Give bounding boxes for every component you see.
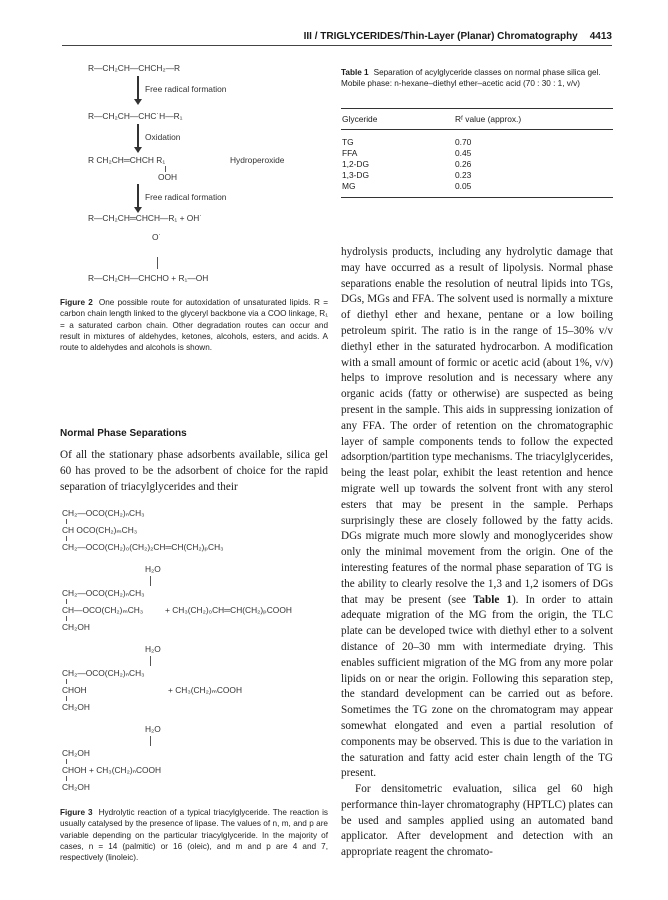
fig3-dg-line-2: CH—OCO(CH₂)ₘCH₃ bbox=[62, 605, 144, 615]
table-1-label: Table 1 bbox=[341, 68, 369, 77]
left-column-text: Of all the stationary phase adsorbents available, silica gel 60 has proved to be the adsorbent of choice for the rapid separation of triacylglycerides and their bbox=[60, 449, 328, 494]
table-1-reference: Table 1 bbox=[473, 593, 512, 606]
fig2-ooh: OOH bbox=[158, 172, 178, 182]
table-row-4-glyceride: MG bbox=[342, 181, 356, 191]
figure-2-caption-text: One possible route for autoxidation of unsaturated lipids. R = carbon chain length linked to the glyceryl backbone via a COO linkage, R₁ = a saturated carbon chain. Other degradation routes can occur and result in mixtures of aldehydes, ketones, alcohols, esters, and acids. A route to aldehydes and alcohols is shown. bbox=[60, 298, 328, 353]
fig3-tick bbox=[66, 696, 67, 701]
fig3-mg-line-1: CH₂—OCO(CH₂)ₙCH₃ bbox=[62, 668, 145, 678]
fig3-arrow-3 bbox=[150, 736, 151, 746]
fig3-tick bbox=[66, 759, 67, 764]
fig3-tg-line-2: CH OCO(CH₂)ₘCH₃ bbox=[62, 525, 138, 535]
paragraph-1 bbox=[341, 245, 613, 782]
paragraph-1-part-b: ). In order to attain adequate migration of the MG from the origin, the TLC plate can be developed twice with diethyl ether to a solvent distance of 20–30 mm with intermediate drying. This enables sufficient migration of the MG from any more polar lipids on or near the origin. Following this separation step, the standard development can be carried out as before. Sometimes the TG zone on the chromatogram may appear somewhat elongated and even a partial resolution of components may be observed. This is due to the variation in the saturation and fatty acid ester chain length of the TG present. bbox=[341, 593, 613, 780]
table-header-rf: Rᶠ value (approx.) bbox=[455, 114, 522, 124]
fig2-arrow-1 bbox=[137, 76, 139, 100]
fig3-tick bbox=[66, 776, 67, 781]
fig2-step-free-radical-1: Free radical formation bbox=[145, 84, 227, 94]
right-column-text bbox=[341, 245, 613, 861]
table-header-glyceride: Glyceride bbox=[342, 114, 378, 124]
fig3-mg-line-3: CH₂OH bbox=[62, 702, 90, 712]
fig2-structure-4: R—CH₂CH═CHCH—R₁ + OH˙ bbox=[88, 213, 203, 223]
section-heading: Normal Phase Separations bbox=[60, 428, 187, 439]
table-bottom-rule bbox=[341, 197, 613, 198]
table-row-4-rf: 0.05 bbox=[455, 181, 472, 191]
fig2-arrowhead-2 bbox=[134, 147, 142, 153]
fig3-water-1: H₂O bbox=[145, 564, 161, 574]
fig2-structure-1: R—CH₂CH—CHCH₂—R bbox=[88, 63, 181, 73]
fig3-water-2: H₂O bbox=[145, 644, 161, 654]
table-1-caption: Separation of acylglyceride classes on normal phase silica gel. Mobile phase: n-hexane–diethyl ether–acetic acid (70 : 30 : 1, v/v) bbox=[341, 68, 601, 88]
table-header-rule bbox=[341, 129, 613, 130]
fig3-mg-line-2: CHOH bbox=[62, 685, 87, 695]
table-1-title bbox=[341, 67, 613, 89]
fig2-step-free-radical-2: Free radical formation bbox=[145, 192, 227, 202]
fig3-tg-line-1: CH₂—OCO(CH₂)ₙCH₃ bbox=[62, 508, 145, 518]
fig2-o-radical: O˙ bbox=[152, 232, 162, 242]
fig3-tick bbox=[66, 599, 67, 604]
fig3-water-3: H₂O bbox=[145, 724, 161, 734]
running-title: III / TRIGLYCERIDES/Thin-Layer (Planar) Chromatography bbox=[303, 31, 578, 42]
running-header bbox=[304, 31, 612, 42]
table-row-3-glyceride: 1,3-DG bbox=[342, 170, 369, 180]
table-row-1-rf: 0.45 bbox=[455, 148, 472, 158]
table-row-3-rf: 0.23 bbox=[455, 170, 472, 180]
figure-3-caption-text: Hydrolytic reaction of a typical triacylglyceride. The reaction is usually catalysed by the presence of lipase. The values of n, m, and p are variable depending on the particular triacylglyceride. In the majority of cases, n = 14 (palmitic) or 16 (oleic), and m and p are 4 and 7, respectively (linoleic). bbox=[60, 808, 328, 863]
figure-2-label: Figure 2 bbox=[60, 298, 93, 307]
fig3-arrow-2 bbox=[150, 656, 151, 666]
figure-2-caption bbox=[60, 297, 328, 353]
fig3-fatty-acid-1: + CH₃(CH₂)₀CH═CH(CH₂)ₚCOOH bbox=[165, 605, 292, 615]
fig3-arrow-1 bbox=[150, 576, 151, 586]
fig2-step-oxidation: Oxidation bbox=[145, 132, 181, 142]
table-top-rule bbox=[341, 108, 613, 109]
fig2-arrow-2 bbox=[137, 124, 139, 148]
fig3-glycerol-line-2: CHOH + CH₃(CH₂)ₙCOOH bbox=[62, 765, 162, 775]
table-row-0-rf: 0.70 bbox=[455, 137, 472, 147]
figure-3-label: Figure 3 bbox=[60, 808, 93, 817]
fig2-bond-tick-2 bbox=[157, 257, 158, 269]
table-row-2-glyceride: 1,2-DG bbox=[342, 159, 369, 169]
fig2-hydroperoxide-label: Hydroperoxide bbox=[230, 155, 285, 165]
figure-3-caption bbox=[60, 807, 328, 863]
fig3-tick bbox=[66, 536, 67, 541]
fig3-glycerol-line-3: CH₂OH bbox=[62, 782, 90, 792]
table-row-1-glyceride: FFA bbox=[342, 148, 358, 158]
paragraph-2: For densitometric evaluation, silica gel 60 high performance thin-layer chromatography (HPTLC) plates can be used and samples applied using an automated band applicator. After development and detection with an appropriate reagent the chromato- bbox=[341, 783, 613, 859]
fig2-structure-5: R—CH₂CH—CHCHO + R₁—OH bbox=[88, 273, 209, 283]
fig3-dg-line-3: CH₂OH bbox=[62, 622, 90, 632]
fig3-tick bbox=[66, 616, 67, 621]
header-rule bbox=[62, 45, 612, 46]
page-number: 4413 bbox=[589, 31, 612, 42]
fig2-arrow-3 bbox=[137, 184, 139, 208]
paragraph-1-part-a: hydrolysis products, including any hydrolytic damage that may have occurred as a result of lipolysis. Normal phase separations enable the resolution of neutral lipids into TGs, DGs, MGs and FFA. The solvent used is normally a mixture of diethyl ether and hexane, pentane or a low boiling petroleum spirit. The ratio is in the range of 15–30% v/v diethyl ether in the saturated hydrocarbon. A modification with a small amount of formic or acetic acid (about 1%, v/v) helps to improve resolution and is necessary where any organic acids (fatty or otherwise) are suspected as being present in the sample. This aids in suppressing ionization of any FFA. The order of retention on the chromatographic layer of sample components tends to follow the expected adsorption/partition type mechanisms. The triacylglycerides, being the least polar, exhibit the least retention and hence migrate well up towards the solvent front with any sterol esters that may be present in the sample. Perhaps surprisingly these are closely followed by the fatty acids. DGs migrate much more slowly and monoglycerides show only the minimal movement from the origin. One of the interesting features of the normal phase separation of TG is the ability to clearly resolve the 1,3 and 1,2 isomers of DGs that may be present (see bbox=[341, 246, 613, 606]
fig3-tick bbox=[66, 679, 67, 684]
table-row-0-glyceride: TG bbox=[342, 137, 354, 147]
fig2-structure-2: R—CH₂CH—CHC˙H—R₁ bbox=[88, 111, 183, 121]
table-row-2-rf: 0.26 bbox=[455, 159, 472, 169]
fig3-fatty-acid-2: + CH₃(CH₂)ₘCOOH bbox=[168, 685, 242, 695]
fig2-arrowhead-1 bbox=[134, 99, 142, 105]
fig3-tick bbox=[66, 519, 67, 524]
fig3-tg-line-3: CH₂—OCO(CH₂)₀(CH₂)₂CH═CH(CH₂)ₚCH₃ bbox=[62, 542, 224, 552]
fig2-structure-3: R CH₂CH═CHCH R₁ bbox=[88, 155, 166, 165]
fig3-dg-line-1: CH₂—OCO(CH₂)ₙCH₃ bbox=[62, 588, 145, 598]
fig3-glycerol-line-1: CH₂OH bbox=[62, 748, 90, 758]
